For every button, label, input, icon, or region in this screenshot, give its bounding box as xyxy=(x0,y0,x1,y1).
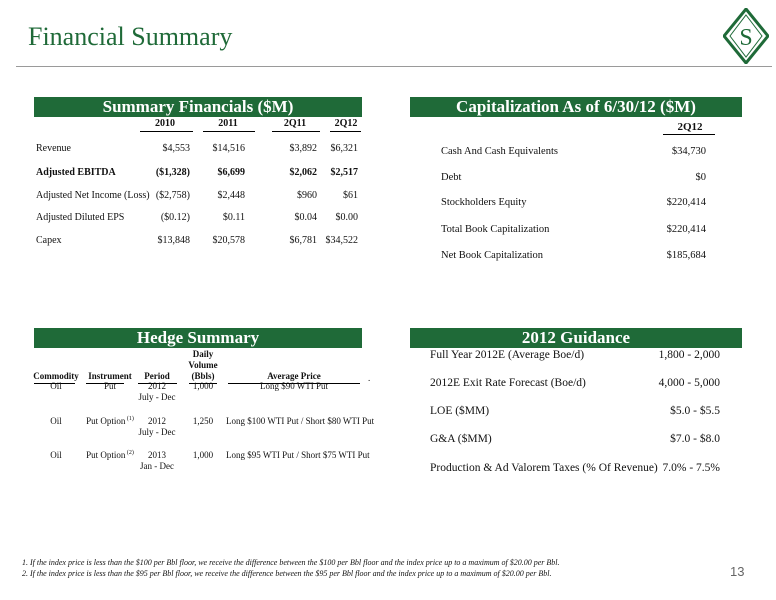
cap-row-label: Debt xyxy=(441,172,462,183)
company-logo xyxy=(723,8,769,64)
row-value: $960 xyxy=(297,190,317,201)
row-value: $61 xyxy=(343,190,358,201)
row-label: Adjusted Net Income (Loss) xyxy=(36,190,150,201)
cap-row-label: Total Book Capitalization xyxy=(441,224,550,235)
column-header: 2011 xyxy=(218,118,238,129)
header-underline xyxy=(140,131,193,132)
row-value: $0.00 xyxy=(335,212,358,223)
row-label: Revenue xyxy=(36,143,71,154)
header-underline xyxy=(203,131,255,132)
hedge-period: 2012 xyxy=(148,416,166,426)
capitalization-banner: Capitalization As of 6/30/12 ($M) xyxy=(410,97,742,117)
guidance-label: Production & Ad Valorem Taxes (% Of Revenue) xyxy=(430,462,658,474)
column-header: 2010 xyxy=(155,118,175,129)
row-value: ($0.12) xyxy=(160,212,190,223)
guidance-value: $5.0 - $5.5 xyxy=(670,405,720,417)
row-value: ($1,328) xyxy=(155,167,190,178)
row-label: Capex xyxy=(36,235,62,246)
hedge-commodity: Oil xyxy=(50,416,62,426)
guidance-value: $7.0 - $8.0 xyxy=(670,433,720,445)
column-header: 2Q12 xyxy=(334,118,358,129)
page-title: Financial Summary xyxy=(28,22,233,51)
hedge-period-sub: July - Dec xyxy=(138,392,176,402)
hedge-instrument: Put Option $^{(1)}$ xyxy=(86,416,134,426)
row-value: ($2,758) xyxy=(155,190,190,201)
volume-header: (Bbls) xyxy=(191,371,215,381)
hedge-volume: 1,000 xyxy=(192,450,214,460)
guidance-banner: 2012 Guidance xyxy=(410,328,742,348)
column-header: 2Q11 xyxy=(283,118,307,129)
page-number: 13 xyxy=(730,564,745,579)
row-label: Adjusted Diluted EPS xyxy=(36,212,125,223)
row-value: $3,892 xyxy=(289,143,317,154)
guidance-label: LOE ($MM) xyxy=(430,405,490,417)
summary-financials-banner: Summary Financials ($M) xyxy=(34,97,362,117)
cap-row-label: Net Book Capitalization xyxy=(441,250,544,261)
hedge-price: Long $100 WTI Put / Short $80 WTI Put xyxy=(226,416,375,426)
hedge-period-sub: Jan - Dec xyxy=(140,461,174,471)
hedge-volume: 1,250 xyxy=(192,416,214,426)
row-value: $2,517 xyxy=(330,167,358,178)
row-value: $13,848 xyxy=(157,235,190,246)
footnote-2: 2. If the index price is less than the $95 per Bbl floor, we receive the difference between the $95 per Bbl floor and the index price up to a maximum of $20.00 per Bbl. xyxy=(22,569,552,578)
row-value: $6,699 xyxy=(217,167,245,178)
volume-header: Daily xyxy=(192,349,214,359)
row-value: $6,321 xyxy=(330,143,358,154)
row-label: Adjusted EBITDA xyxy=(36,167,116,178)
guidance-value: 1,800 - 2,000 xyxy=(658,349,720,361)
hedge-instrument: Put Option $^{(2)}$ xyxy=(86,450,134,460)
row-value: $14,516 xyxy=(212,143,245,154)
hedge-instrument: Put xyxy=(103,381,116,391)
row-value: $34,522 xyxy=(325,235,358,246)
guidance-value: 4,000 - 5,000 xyxy=(658,377,720,389)
guidance-label: 2012E Exit Rate Forecast (Boe/d) xyxy=(430,377,586,389)
period-header: Period xyxy=(144,371,170,381)
cap-row-value: $220,414 xyxy=(666,197,706,208)
guidance-value: 7.0% - 7.5% xyxy=(662,462,720,474)
logo-letter: S xyxy=(739,25,753,51)
cap-row-value: $220,414 xyxy=(666,224,706,235)
row-value: $2,448 xyxy=(217,190,245,201)
hedge-price: Long $95 WTI Put / Short $75 WTI Put xyxy=(226,450,370,460)
row-value: $6,781 xyxy=(289,235,317,246)
row-value: $20,578 xyxy=(212,235,245,246)
guidance-label: G&A ($MM) xyxy=(430,433,492,445)
cap-row-value: $0 xyxy=(695,172,706,183)
row-value: $2,062 xyxy=(289,167,317,178)
header-divider xyxy=(16,66,772,67)
row-value: $0.04 xyxy=(294,212,317,223)
guidance-label: Full Year 2012E (Average Boe/d) xyxy=(430,349,585,361)
header-underline xyxy=(330,131,361,132)
hedge-price: Long $90 WTI Put xyxy=(259,381,329,391)
cap-row-label: Cash And Cash Equivalents xyxy=(441,146,558,157)
cap-row-value: $185,684 xyxy=(666,250,706,261)
row-value: $4,553 xyxy=(162,143,190,154)
hedge-commodity: Oil xyxy=(50,450,62,460)
column-header: 2Q12 xyxy=(677,121,703,133)
header-underline xyxy=(663,134,715,135)
hedge-period: 2013 xyxy=(148,450,166,460)
hedge-period: 2012 xyxy=(148,381,166,391)
commodity-header: Commodity xyxy=(33,371,79,381)
footnote-1: 1. If the index price is less than the $100 per Bbl floor, we receive the difference between the $100 per Bbl floor and the index price up to a maximum of $20.00 per Bbl. xyxy=(22,558,560,567)
cap-row-value: $34,730 xyxy=(671,146,706,157)
instrument-header: Instrument xyxy=(88,371,132,381)
hedge-commodity: Oil xyxy=(50,381,62,391)
hedge-volume: 1,000 xyxy=(192,381,214,391)
volume-header: Volume xyxy=(188,360,218,370)
hedge-period-sub: July - Dec xyxy=(138,427,176,437)
cap-row-label: Stockholders Equity xyxy=(441,197,527,208)
header-underline xyxy=(272,131,320,132)
header-mark: . xyxy=(368,373,371,383)
hedge-summary-banner: Hedge Summary xyxy=(34,328,362,348)
row-value: $0.11 xyxy=(222,212,245,223)
price-header: Average Price xyxy=(267,371,321,381)
